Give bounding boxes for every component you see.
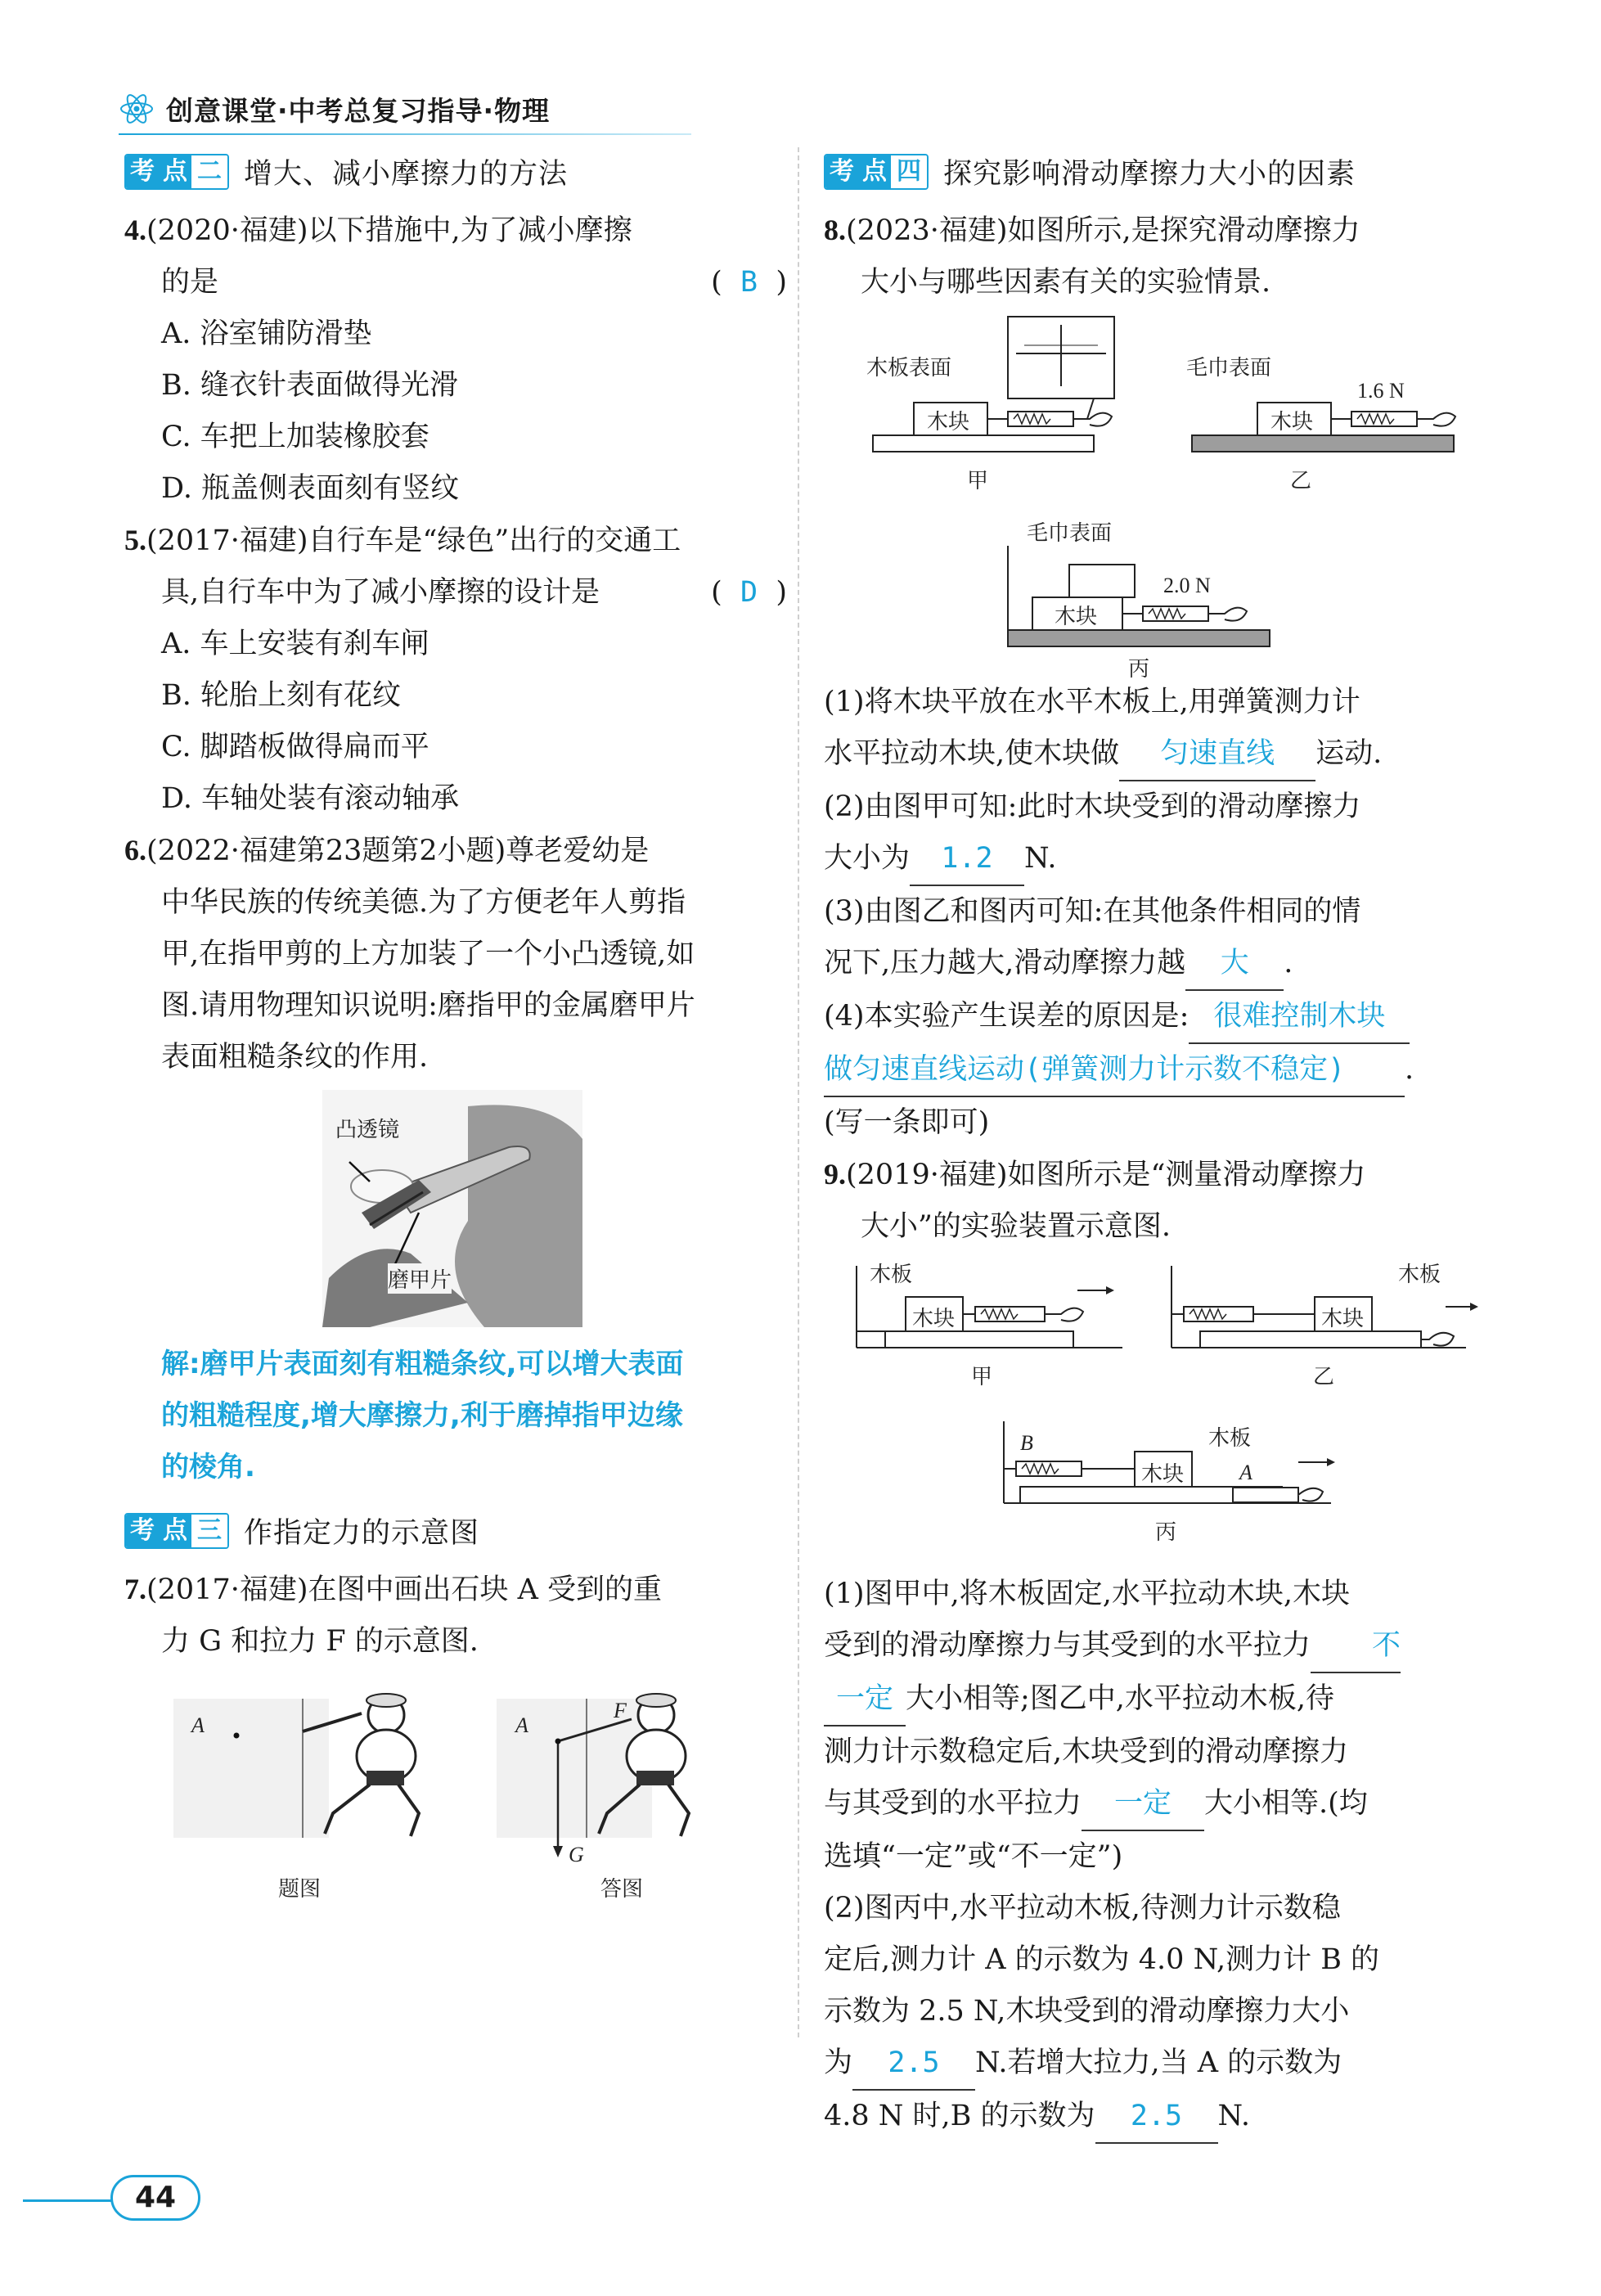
caption-bing: 丙 — [1128, 657, 1150, 682]
option: D. 车轴处装有滚动轴承 — [161, 782, 460, 815]
question-number: 5. — [124, 524, 146, 556]
question-5: 5.(2017·福建)自行车是“绿色”出行的交通工 具,自行车中为了减小摩擦的设计是 ( D ) A. 车上安装有刹车闸 B. 轮胎上刻有花纹 C. 脚踏板做得扁而平 D. 车轴处装有滚动轴承 — [124, 515, 787, 825]
question-7: 7.(2017·福建)在图中画出石块 A 受到的重 力 G 和拉力 F 的示意图. A A F G 题图 答图 — [124, 1564, 787, 1903]
answer-blank: 不 — [1311, 1620, 1401, 1673]
option: B. 轮胎上刻有花纹 — [161, 679, 401, 712]
option: D. 瓶盖侧表面刻有竖纹 — [161, 472, 460, 505]
answer: D — [740, 576, 758, 609]
question-9: 9.(2019·福建)如图所示是“测量滑动摩擦力 大小”的实验装置示意图. 木板 木块 甲 木板 木块 乙 B 木块 木板 A 丙 (1)图甲中,将木板固定,水平拉动木块,木块 受到的滑动摩擦力与其受到的水平拉力 不 一定 大小相等;图乙中,水平拉动木板,待 测力计示数稳定后,木块受到的滑动摩擦力 与其受到的水平拉力 一定 大小相等.(均 选填“一定”或“不一定”) (2)图丙中,水平拉动木板,待测力计示数稳 定后,测力计 A 的示数为 4.0 N,测力计 B 的 示数为 2.5 N,木块受到的滑动摩擦力大小 为 2.5 N.若增大拉力,当 A 的示数为 4.8 N 时,B 的示数为 2.5 N. — [824, 1149, 1486, 2144]
answer-blank: 一定 — [824, 1673, 906, 1727]
answer: B — [740, 266, 758, 299]
header-title: 创意课堂·中考总复习指导·物理 — [166, 94, 551, 127]
label-surface-bing: 毛巾表面 — [1027, 521, 1113, 546]
question-number: 9. — [824, 1158, 846, 1191]
atom-icon — [119, 91, 155, 127]
answer-blank: 很难控制木块 — [1189, 991, 1410, 1044]
column-divider — [798, 147, 799, 2037]
nail-clipper-photo — [124, 1090, 787, 1327]
answer-blank: 1.2 — [910, 833, 1024, 886]
header-underline — [119, 133, 691, 135]
label-force-yi: 1.6 N — [1357, 379, 1405, 403]
question-6: 6.(2022·福建第23题第2小题)尊老爱幼是 中华民族的传统美德.为了方便老年人剪指 甲,在指甲剪的上方加装了一个小凸透镜,如 图.请用物理知识说明:磨指甲的金属磨甲片 表面粗糙条纹的作用. 凸透镜 磨甲片 解:磨甲片表面刻有粗糙条纹,可以增大表面 的粗糙程度,增大摩擦力,利于磨掉指甲边缘 的棱角. — [124, 825, 787, 1493]
caption-yi: 乙 — [1290, 469, 1312, 493]
question-number: 7. — [124, 1573, 146, 1605]
answer-blank: 匀速直线 — [1119, 728, 1315, 781]
question-8: 8.(2023·福建)如图所示,是探究滑动摩擦力 大小与哪些因素有关的实验情景. 木板表面 木块 甲 毛巾表面 1.6 N 木块 乙 毛巾表面 2.0 N 木块 丙 (1)将木块平放在水平木板上,用弹簧测力计 水平拉动木块,使木块做 匀速直线 运动. (2)由图甲可知:此时木块受到的滑动摩擦力 大小为 1.2 N. (3)由图乙和图丙可知:在其他条件相同的情 况下,压力越大,滑动摩擦力越 大 . (4)本实验产生误差的原因是: 很难控制木块 做匀速直线运动(弹簧测力计示数不稳定) . (写一条即可) — [824, 205, 1486, 1149]
label-surface-yi: 毛巾表面 — [1186, 356, 1272, 380]
label-block: 木块 — [1055, 605, 1098, 629]
label-A: A — [191, 1713, 205, 1737]
label-B: B — [1020, 1431, 1033, 1455]
label-file-plate: 磨甲片 — [388, 1263, 452, 1294]
label-F: F — [614, 1699, 627, 1722]
label-A: A — [515, 1713, 528, 1737]
section-title: 作指定力的示意图 — [244, 1517, 480, 1550]
question-number: 6. — [124, 834, 146, 867]
label-board: 木板 — [1208, 1426, 1252, 1451]
label-block: 木块 — [1141, 1462, 1185, 1487]
section-heading-2 — [124, 151, 787, 193]
label-A: A — [1239, 1461, 1252, 1484]
label-block: 木块 — [912, 1307, 956, 1331]
caption-answer: 答图 — [600, 1877, 644, 1902]
answer-blank: 做匀速直线运动(弹簧测力计示数不稳定) — [824, 1044, 1405, 1097]
section-tag: 考 点 三 — [124, 1513, 229, 1549]
answer-bracket: ( B ) — [711, 266, 787, 299]
caption-bing: 丙 — [1155, 1520, 1177, 1545]
section-tag: 考 点 二 — [124, 154, 229, 190]
friction-experiment-figure — [824, 308, 1486, 682]
force-diagram-figure — [124, 1682, 787, 1903]
option: C. 脚踏板做得扁而平 — [161, 731, 429, 763]
question-number: 8. — [824, 214, 846, 246]
label-convex-lens: 凸透镜 — [335, 1113, 399, 1143]
label-block: 木块 — [1321, 1307, 1365, 1331]
question-4: 4.(2020·福建)以下措施中,为了减小摩擦 的是 ( B ) A. 浴室铺防滑垫 B. 缝衣针表面做得光滑 C. 车把上加装橡胶套 D. 瓶盖侧表面刻有竖纹 — [124, 205, 787, 515]
label-G: G — [569, 1843, 584, 1866]
answer-bracket: ( D ) — [711, 576, 787, 609]
section-heading-4 — [824, 151, 1486, 193]
page-header — [119, 88, 550, 129]
section-heading-3 — [124, 1510, 787, 1552]
answer-blank: 2.5 — [1095, 2091, 1218, 2144]
friction-measurement-figure — [824, 1258, 1486, 1569]
caption-yi: 乙 — [1313, 1365, 1335, 1389]
option: C. 车把上加装橡胶套 — [161, 421, 429, 453]
label-surface-jia: 木板表面 — [866, 356, 952, 380]
label-block: 木块 — [1270, 410, 1314, 434]
page-number-line — [23, 2199, 115, 2202]
caption-jia: 甲 — [971, 1365, 993, 1389]
section-title: 探究影响滑动摩擦力大小的因素 — [943, 158, 1356, 191]
caption-problem: 题图 — [278, 1877, 322, 1902]
label-board: 木板 — [870, 1263, 913, 1287]
question-number: 4. — [124, 214, 146, 246]
left-column — [124, 147, 787, 1903]
section-title: 增大、减小摩擦力的方法 — [244, 158, 569, 191]
solution-line: 解:磨甲片表面刻有粗糙条纹,可以增大表面 — [161, 1348, 684, 1380]
page-number: 44 — [110, 2175, 200, 2221]
right-column — [824, 147, 1486, 2144]
answer-blank: 大 — [1185, 938, 1284, 991]
option: A. 浴室铺防滑垫 — [161, 317, 372, 350]
label-board: 木板 — [1398, 1263, 1441, 1287]
label-block: 木块 — [927, 410, 970, 434]
caption-jia: 甲 — [967, 469, 989, 493]
answer-blank: 2.5 — [852, 2037, 975, 2091]
solution-line: 的棱角. — [161, 1451, 255, 1483]
option: B. 缝衣针表面做得光滑 — [161, 369, 458, 402]
option: A. 车上安装有刹车闸 — [161, 628, 429, 660]
label-force-bing: 2.0 N — [1163, 574, 1211, 597]
answer-blank: 一定 — [1082, 1778, 1204, 1831]
solution-line: 的粗糙程度,增大摩擦力,利于磨掉指甲边缘 — [161, 1399, 683, 1432]
section-tag: 考 点 四 — [824, 154, 929, 190]
